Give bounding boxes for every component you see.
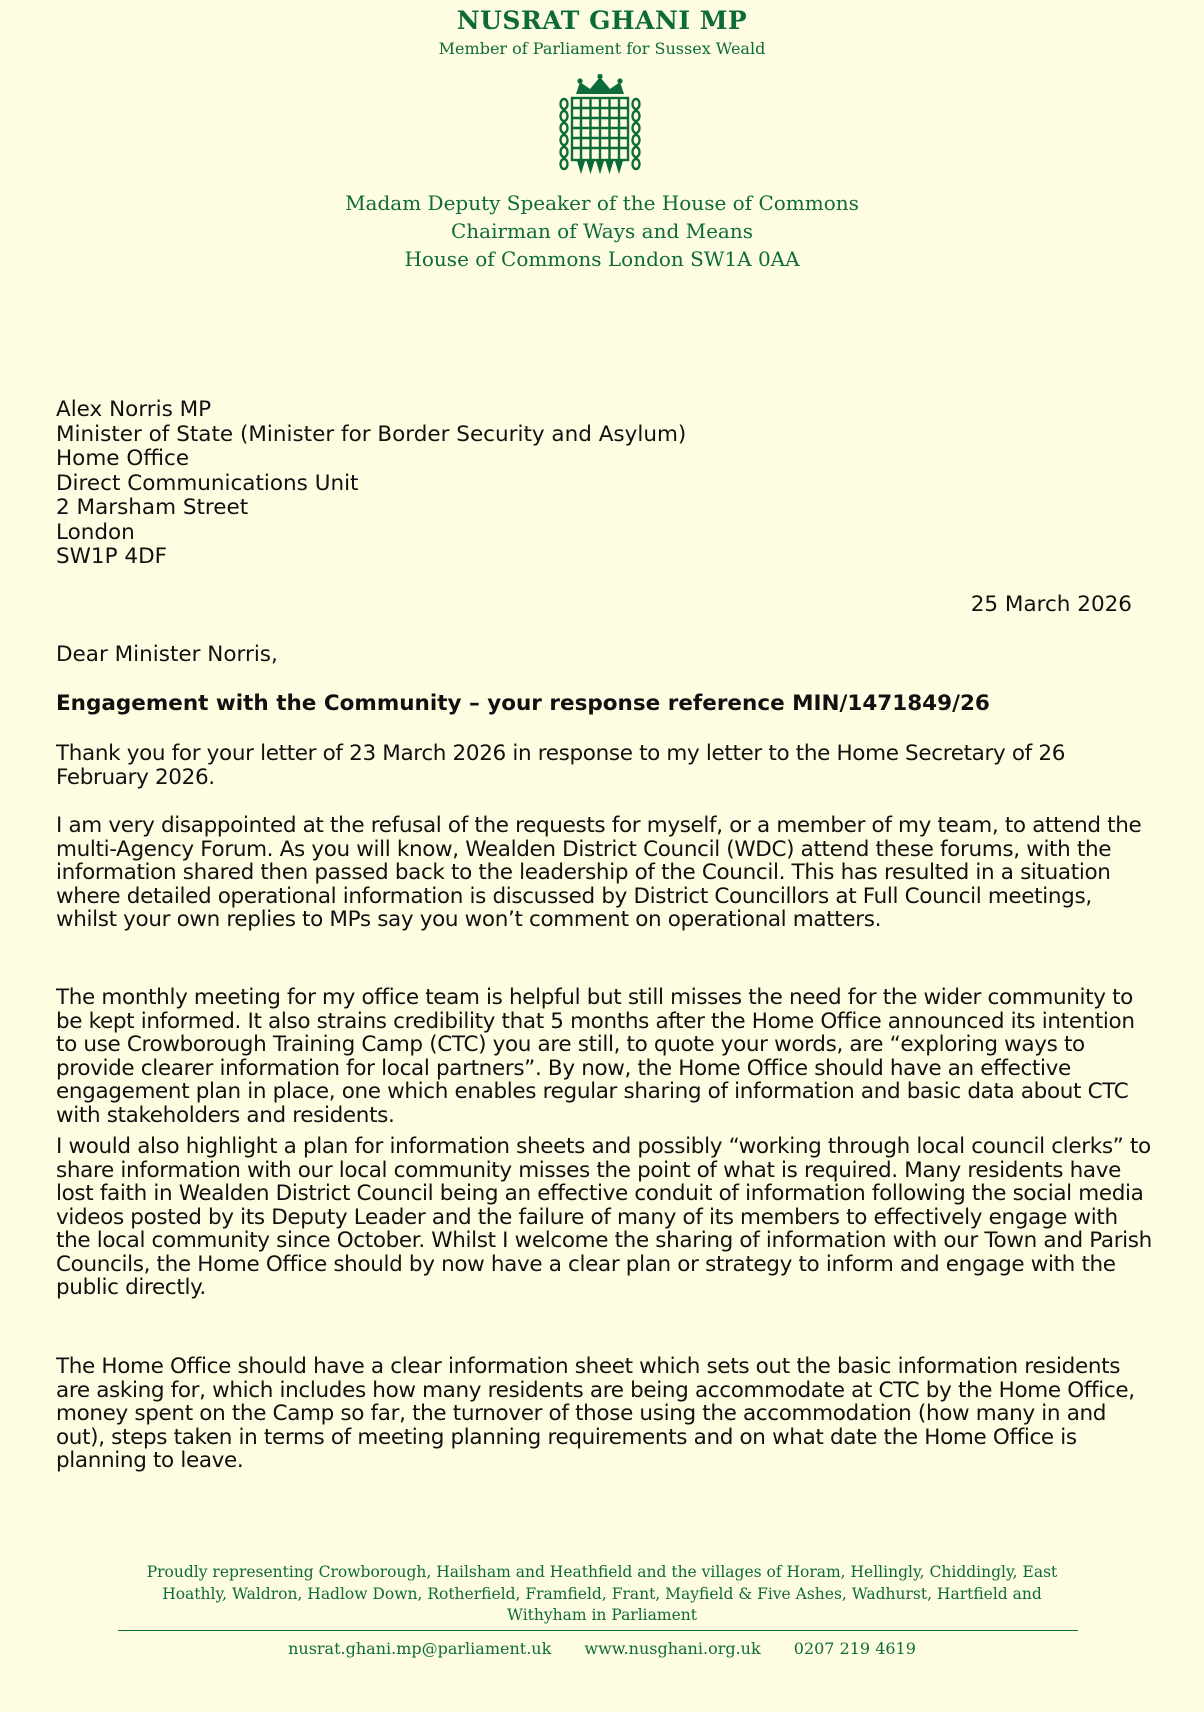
mp-name: NUSRAT GHANI MP [456, 6, 748, 35]
subject-line: Engagement with the Community – your response reference MIN/1471849/26 [56, 691, 990, 716]
office-address [0, 189, 1204, 273]
recipient-line: Home Office [56, 446, 190, 471]
salutation: Dear Minister Norris, [56, 642, 278, 667]
recipient-line: London [56, 519, 135, 545]
portcullis-icon [558, 74, 642, 174]
footer-representing: Proudly representing Crowborough, Hailsham and Heathfield and the villages of Horam, Hellingly, Chiddingly, East Hoathly, Waldron, Hadlow Down, Rotherfield, Framfield, Frant, Mayfield & Five Ashes, Wadhurst, Hartfield and Withyham in Parliament [146, 1563, 1058, 1624]
contact-website[interactable]: www.nusghani.org.uk [584, 1639, 761, 1658]
recipient-address [56, 398, 1156, 570]
office-line: Madam Deputy Speaker of the House of Commons [345, 191, 859, 215]
letter-date: 25 March 2026 [970, 592, 1132, 617]
body-paragraph: Thank you for your letter of 23 March 2026 in response to my letter to the Home Secretary of 26 February 2026. [56, 741, 1066, 790]
body-paragraph: The Home Office should have a clear information sheet which sets out the basic information residents are asking for, which includes how many residents are being accommodate at CTC by the Home Office, money spent on the Camp so far, the turnover of those using the accommodation (how many in and out), steps taken in terms of meeting planning requirements and on what date the Home Office is planning to leave. [56, 1354, 1135, 1473]
contact-email[interactable]: nusrat.ghani.mp@parliament.uk [288, 1639, 552, 1658]
recipient-line: SW1P 4DF [56, 544, 167, 569]
footer-divider [118, 1630, 1078, 1631]
mp-constituency: Member of Parliament for Sussex Weald [438, 39, 766, 58]
recipient-line: 2 Marsham Street [56, 495, 249, 520]
recipient-line: Alex Norris MP [56, 397, 212, 422]
office-line: Chairman of Ways and Means [450, 219, 753, 243]
body-paragraph: I would also highlight a plan for information sheets and possibly “working through local council clerks” to share information with our local community misses the point of what is required. Many residents have lost faith in Wealden District Council being an effective conduit of information following the social media videos posted by its Deputy Leader and the failure of many of its members to effectively engage with the local community since October. Whilst I welcome the sharing of information with our Town and Parish Councils, the Home Office should by now have a clear plan or strategy to inform and engage with the public directly. [56, 1134, 1152, 1300]
recipient-line: Minister of State (Minister for Border Security and Asylum) [56, 421, 687, 447]
body-paragraph: I am very disappointed at the refusal of the requests for myself, or a member of my team, to attend the multi-Agency Forum. As you will know, Wealden District Council (WDC) attend these forums, with the information shared then passed back to the leadership of the Council. This has resulted in a situation where detailed operational information is discussed by District Councillors at Full Council meetings, whilst your own replies to MPs say you won’t comment on operational matters. [56, 813, 1142, 932]
body-paragraph: The monthly meeting for my office team is helpful but still misses the need for the wider community to be kept informed. It also strains credibility that 5 months after the Home Office announced its intention to use Crowborough Training Camp (CTC) you are still, to quote your words, are “exploring ways to provide clearer information for local partners”. By now, the Home Office should have an effective engagement plan in place, one which enables regular sharing of information and basic data about CTC with stakeholders and residents. [56, 985, 1135, 1128]
office-line: House of Commons London SW1A 0AA [404, 247, 800, 271]
contact-phone: 0207 219 4619 [793, 1639, 916, 1658]
recipient-line: Direct Communications Unit [56, 470, 359, 496]
footer-contact [0, 1639, 1204, 1658]
